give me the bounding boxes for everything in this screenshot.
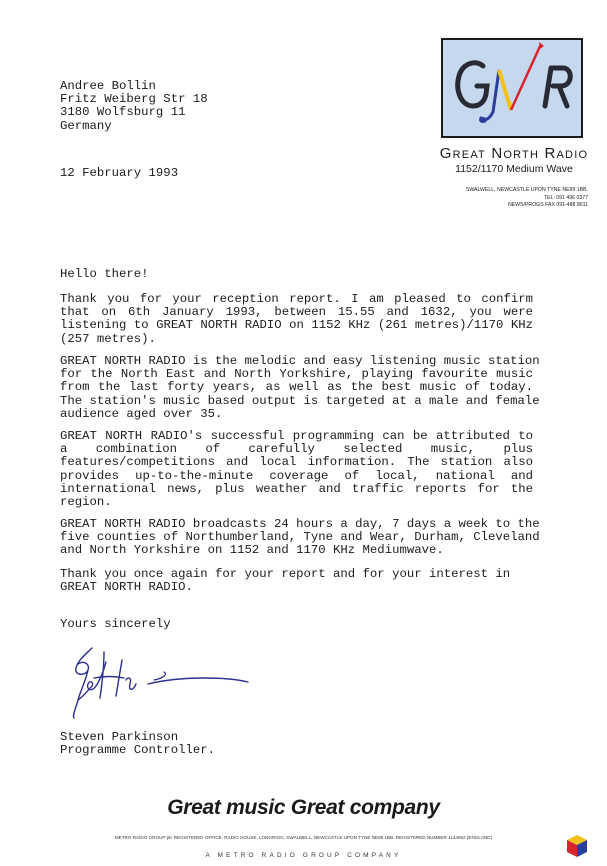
paragraph-line: international news, plus weather and traffic reports for the xyxy=(60,481,533,496)
recipient-street: Fritz Weiberg Str 18 xyxy=(60,92,208,107)
paragraph-station-description xyxy=(60,354,540,421)
paragraph-line: features/competitions and local information. The station also xyxy=(60,455,533,470)
signer-title: Programme Controller. xyxy=(60,743,215,758)
signer-name: Steven Parkinson xyxy=(60,730,179,744)
paragraph-line: (257 metres). xyxy=(60,331,156,346)
handwritten-signature xyxy=(64,640,254,725)
paragraph-reception-confirmation xyxy=(60,293,533,346)
paragraph-programming xyxy=(60,430,533,509)
contact-address: SWALWELL, NEWCASTLE UPON TYNE NE99 1BB. xyxy=(465,187,588,193)
paragraph-line: a combination of carefully selected music, plus xyxy=(60,442,533,457)
recipient-city: 3180 Wolfsburg 11 xyxy=(60,105,186,120)
recipient-country: Germany xyxy=(60,118,112,133)
recipient-name: Andree Bollin xyxy=(60,79,156,93)
letter-date: 12 February 1993 xyxy=(60,166,179,180)
metro-group-cube-logo xyxy=(566,834,588,863)
paragraph-line: Thank you once again for your report and for your interest in xyxy=(60,567,511,581)
paragraph-line: listening to GREAT NORTH RADIO on 1152 KHz (261 metres)/1170 KHz xyxy=(60,318,533,333)
paragraph-line: audience aged over 35. xyxy=(60,406,223,421)
recipient-address xyxy=(60,80,208,133)
paragraph-line: Thank you for your reception report. I am pleased to confirm xyxy=(60,292,533,306)
paragraph-line: GREAT NORTH RADIO's successful programming can be attributed to xyxy=(60,429,533,443)
station-contact xyxy=(466,187,588,210)
signer-block xyxy=(60,731,215,757)
footer-tagline: Great music Great company xyxy=(167,796,440,819)
paragraph-line: GREAT NORTH RADIO. xyxy=(60,580,193,595)
paragraph-line: region. xyxy=(60,495,112,510)
footer-group-name: A METRO RADIO GROUP COMPANY xyxy=(205,852,402,859)
contact-tel: TEL: 091 496 0377 xyxy=(543,194,588,201)
paragraph-line: for the North East and North Yorkshire, playing favourite music xyxy=(60,367,533,382)
paragraph-thanks xyxy=(60,568,510,594)
paragraph-line: and North Yorkshire on 1152 and 1170 KHz Mediumwave. xyxy=(60,543,444,558)
station-name: Great North Radio xyxy=(439,145,589,162)
contact-fax: NEWS/PROGS FAX 091-488 8611 xyxy=(507,202,588,209)
footer-legal-text: METRO RADIO GROUP plc REGISTERED OFFICE: RADIO HOUSE, LONGRIGG, SWALWELL, NEWCASTLE UPON TYNE NE99 1BB. REGISTERED NUMBER 1144062 (ENGLAND) xyxy=(114,835,493,840)
paragraph-line: from the last forty years, as well as the best music of today. xyxy=(60,380,533,395)
paragraph-line: The station's music based output is targeted at a male and female xyxy=(60,393,540,408)
paragraph-broadcast-coverage xyxy=(60,517,540,558)
station-logo xyxy=(441,38,583,138)
frequency-line: 1152/1170 Medium Wave xyxy=(455,163,573,175)
closing: Yours sincerely xyxy=(60,617,171,631)
paragraph-line: provides up-to-the-minute coverage of local, national and xyxy=(60,468,533,483)
gnr-logo-mark xyxy=(443,40,581,136)
paragraph-line: GREAT NORTH RADIO broadcasts 24 hours a day, 7 days a week to the xyxy=(60,517,540,531)
greeting: Hello there! xyxy=(60,267,149,281)
paragraph-line: GREAT NORTH RADIO is the melodic and easy listening music station xyxy=(60,354,540,368)
paragraph-line: that on 6th January 1993, between 15.55 and 1632, you were xyxy=(60,305,533,320)
paragraph-line: five counties of Northumberland, Tyne and Wear, Durham, Cleveland xyxy=(60,530,540,545)
